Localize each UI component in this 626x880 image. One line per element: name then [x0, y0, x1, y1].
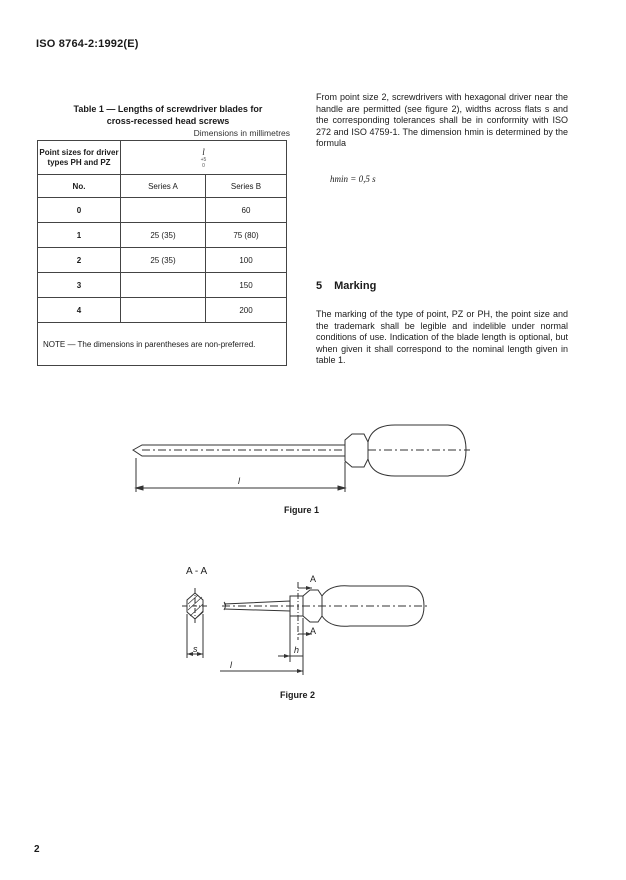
length-symbol: l [202, 146, 205, 157]
formula-hmin: hmin = 0,5 s [330, 174, 376, 184]
figure2-caption: Figure 2 [280, 690, 316, 700]
section-label: A - A [186, 566, 208, 577]
document-header: ISO 8764-2:1992(E) [36, 38, 139, 50]
figure1-dim-label: l [238, 476, 240, 486]
label-a-bottom: A [310, 626, 317, 636]
label-a-top: A [310, 574, 317, 584]
header-series-b: Series B [206, 175, 287, 198]
row-no: 2 [38, 248, 121, 273]
section-title: Marking [334, 280, 377, 292]
row-series-a: 25 (35) [121, 248, 206, 273]
label-l: l [230, 660, 232, 670]
row-no: 1 [38, 223, 121, 248]
paragraph-marking: The marking of the type of point, PZ or PH, the point size and the trademark shall be legible and indelible under normal conditions of use. Indication of the blade length is optional, but when given it shall correspond to the nominal length given in table 1. [316, 309, 568, 365]
row-series-b: 150 [206, 273, 287, 298]
page-number: 2 [34, 844, 40, 855]
row-series-b: 60 [206, 198, 287, 223]
tolerance-lower: 0 [202, 162, 205, 169]
table-note: NOTE — The dimensions in parentheses are non-preferred. [38, 323, 287, 366]
label-h: h [294, 645, 300, 655]
header-no: No. [38, 175, 121, 198]
figure2-arrows [187, 586, 312, 673]
section-number: 5 [316, 280, 323, 292]
figure1-caption: Figure 1 [284, 505, 320, 515]
row-no: 3 [38, 273, 121, 298]
table-title-line1: Table 1 — Lengths of screwdriver blades for [73, 104, 263, 114]
row-series-b: 75 (80) [206, 223, 287, 248]
screwdriver-figure1 [133, 425, 470, 492]
screwdriver-figure2 [182, 582, 430, 675]
label-s: s [193, 644, 198, 654]
table-title-line2: cross-recessed head screws [106, 116, 230, 126]
header-series-a: Series A [121, 175, 206, 198]
table-units: Dimensions in millimetres [193, 128, 290, 138]
ferrule-shape [345, 434, 368, 467]
row-series-a: 25 (35) [121, 223, 206, 248]
row-no: 0 [38, 198, 121, 223]
tolerance-upper: +5 [200, 156, 207, 163]
row-series-b: 200 [206, 298, 287, 323]
header-point-sizes: Point sizes for driver types PH and PZ [38, 141, 121, 175]
row-no: 4 [38, 298, 121, 323]
row-series-b: 100 [206, 248, 287, 273]
paragraph-hexagonal-driver: From point size 2, screwdrivers with hexagonal driver near the handle are permitted (see figure 2), widths across flats s and the corresponding tolerances shall be in conformity with ISO 272 and ISO 4759-1. The dimension hmin is determined by the formula [316, 92, 568, 148]
